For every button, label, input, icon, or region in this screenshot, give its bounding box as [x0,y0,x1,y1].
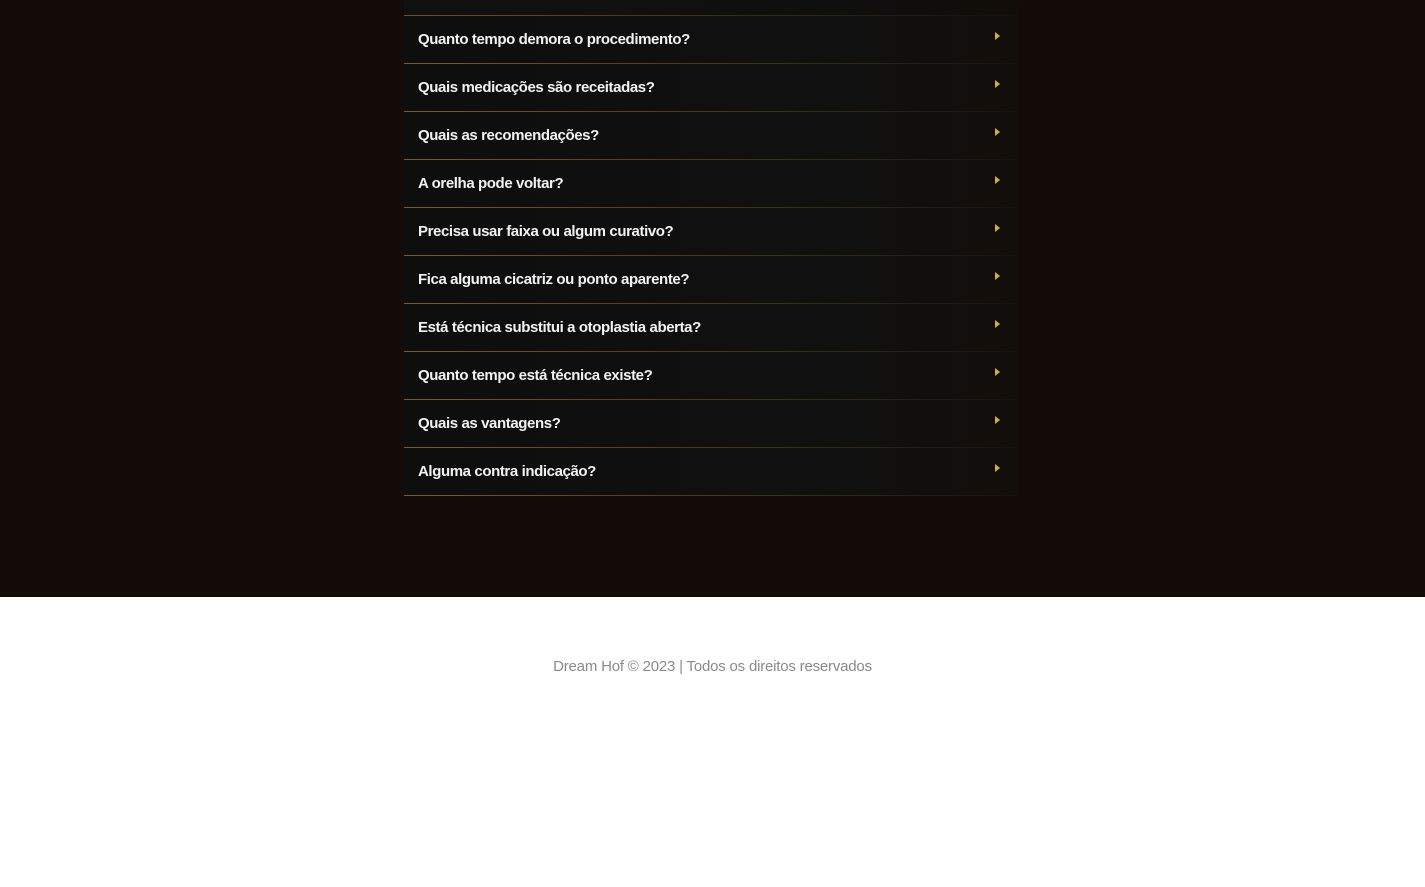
faq-question: Precisa usar faixa ou algum curativo? [418,223,674,240]
faq-item[interactable] [404,64,1018,112]
faq-question: A orelha pode voltar? [418,175,564,192]
caret-right-icon [995,224,1000,232]
faq-question: Quanto tempo está técnica existe? [418,367,653,384]
caret-right-icon [995,32,1000,40]
faq-item[interactable] [404,160,1018,208]
caret-right-icon [995,416,1000,424]
caret-right-icon [995,464,1000,472]
faq-question: Fica alguma cicatriz ou ponto aparente? [418,271,690,288]
copyright-text: Dream Hof © 2023 | Todos os direitos reservados [553,658,872,675]
faq-item[interactable] [404,16,1018,64]
faq-item[interactable] [404,304,1018,352]
faq-item[interactable] [404,112,1018,160]
page-footer [0,597,1425,887]
faq-question: Quanto tempo demora o procedimento? [418,31,690,48]
faq-item[interactable] [404,400,1018,448]
caret-right-icon [995,128,1000,136]
faq-item-previous-partial[interactable] [404,0,1018,16]
faq-accordion [404,0,1018,496]
caret-right-icon [995,272,1000,280]
faq-item[interactable] [404,256,1018,304]
faq-item[interactable] [404,352,1018,400]
faq-question: Quais as vantagens? [418,415,561,432]
faq-question: Está técnica substitui a otoplastia aberta? [418,319,701,336]
faq-question: Alguma contra indicação? [418,463,596,480]
caret-right-icon [995,80,1000,88]
caret-right-icon [995,368,1000,376]
faq-item[interactable] [404,448,1018,496]
caret-right-icon [995,320,1000,328]
faq-item[interactable] [404,208,1018,256]
caret-right-icon [995,176,1000,184]
faq-question: Quais medicações são receitadas? [418,79,655,96]
faq-question: Quais as recomendações? [418,127,599,144]
